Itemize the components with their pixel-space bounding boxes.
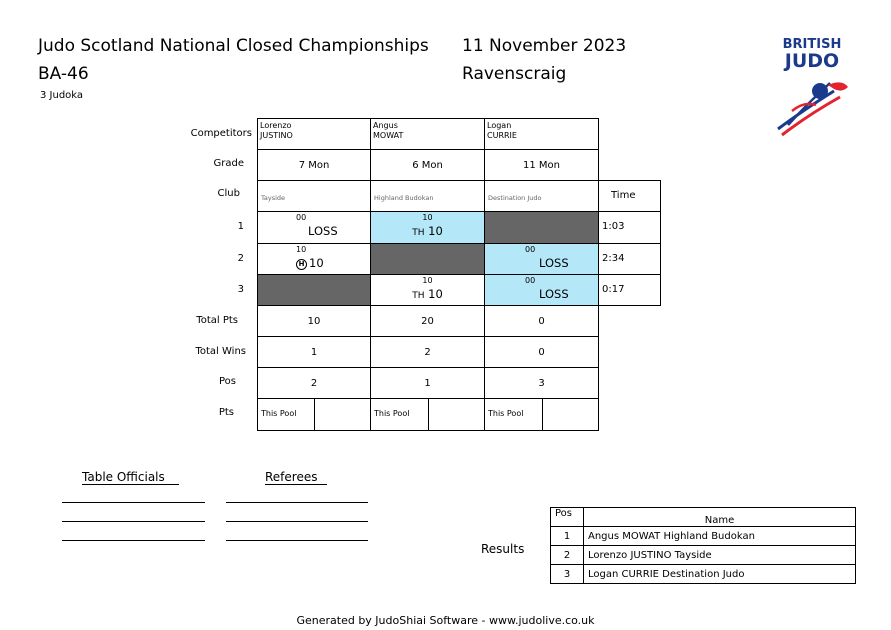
time-header: Time: [598, 180, 661, 212]
results-row-1-name: Angus MOWAT Highland Budokan: [584, 527, 856, 546]
results-header-name: Name: [584, 508, 856, 527]
judoka-count: 3 Judoka: [40, 90, 84, 101]
pos-1: 2: [257, 367, 371, 399]
results-row-3-pos: 3: [551, 565, 584, 584]
total-pts-1: 10: [257, 305, 371, 337]
referee-signature-line-2: [226, 521, 368, 522]
pool-pts-3: [542, 398, 599, 431]
match-r2-c1-score-top: 10: [296, 245, 307, 254]
competitor-2-last-name: MOWAT: [373, 131, 404, 140]
competitor-1-last-name: JUSTINO: [260, 131, 293, 140]
label-grade: Grade: [213, 158, 244, 169]
match-r3-c2-result: 10: [428, 287, 443, 301]
competitor-3-cell: [484, 118, 599, 150]
match-r1-c1-result: LOSS: [308, 224, 338, 238]
time-match-3: 0:17: [598, 274, 661, 306]
match-r2-c1: [257, 243, 371, 275]
results-row: [551, 527, 856, 546]
event-title: Judo Scotland National Closed Championships: [38, 36, 429, 56]
pos-3: 3: [484, 367, 599, 399]
table-officials-heading: Table Officials: [82, 470, 179, 485]
match-r2-c1-result: 10: [309, 256, 324, 270]
match-r3-c3-result: LOSS: [539, 287, 569, 301]
results-header-pos: Pos: [551, 508, 584, 527]
results-row: [551, 565, 856, 584]
match-r3-c2-prefix: TH: [412, 291, 425, 301]
referees-heading: Referees: [265, 470, 327, 485]
competitor-3-first-name: Logan: [487, 121, 512, 130]
total-pts-3: 0: [484, 305, 599, 337]
total-pts-2: 20: [370, 305, 485, 337]
total-wins-1: 1: [257, 336, 371, 368]
results-row-1-pos: 1: [551, 527, 584, 546]
club-2: Highland Budokan: [370, 180, 485, 212]
official-signature-line-3: [62, 540, 205, 541]
match-r3-c2-score-top: 10: [422, 276, 433, 285]
match-r2-c2-blocked: [370, 243, 485, 275]
match-r1-c2-prefix: TH: [412, 228, 425, 238]
label-competitors: Competitors: [190, 128, 252, 139]
total-wins-3: 0: [484, 336, 599, 368]
label-match-3: 3: [237, 284, 244, 295]
judo-throw-figure-icon: [772, 71, 852, 141]
pool-pts-1: [314, 398, 371, 431]
competitor-1-first-name: Lorenzo: [260, 121, 292, 130]
match-r3-c3: [484, 274, 599, 306]
this-pool-3: This Pool: [484, 398, 543, 431]
results-row-2-pos: 2: [551, 546, 584, 565]
club-3: Destination Judo: [484, 180, 599, 212]
pos-2: 1: [370, 367, 485, 399]
results-row-3-name: Logan CURRIE Destination Judo: [584, 565, 856, 584]
label-club: Club: [217, 188, 240, 199]
time-match-1: 1:03: [598, 211, 661, 244]
label-pos: Pos: [218, 376, 236, 387]
logo-text-british: BRITISH: [782, 37, 842, 52]
match-r2-c3-result: LOSS: [539, 256, 569, 270]
results-table: [550, 507, 856, 584]
this-pool-2: This Pool: [370, 398, 429, 431]
official-signature-line-1: [62, 502, 205, 503]
grade-1: 7 Mon: [257, 149, 371, 181]
match-r1-c2-score-top: 10: [422, 213, 433, 222]
venue: Ravenscraig: [462, 64, 567, 84]
match-r1-c1: [257, 211, 371, 244]
grade-3: 11 Mon: [484, 149, 599, 181]
results-label: Results: [481, 542, 525, 556]
results-row-2-name: Lorenzo JUSTINO Tayside: [584, 546, 856, 565]
match-r3-c1-blocked: [257, 274, 371, 306]
official-signature-line-2: [62, 521, 205, 522]
label-total-pts: Total Pts: [196, 315, 238, 326]
match-r1-c1-score-top: 00: [296, 213, 307, 222]
pool-pts-2: [428, 398, 485, 431]
label-match-1: 1: [237, 221, 244, 232]
match-r3-c2: [370, 274, 485, 306]
match-r2-c3: [484, 243, 599, 275]
match-r1-c2-result: 10: [428, 224, 443, 238]
event-date: 11 November 2023: [462, 36, 627, 56]
competitor-3-last-name: CURRIE: [487, 131, 517, 140]
category-code: BA-46: [38, 64, 89, 84]
competitor-1-cell: [257, 118, 371, 150]
time-match-2: 2:34: [598, 243, 661, 275]
referee-signature-line-1: [226, 502, 368, 503]
label-match-2: 2: [237, 253, 244, 264]
grade-2: 6 Mon: [370, 149, 485, 181]
referee-signature-line-3: [226, 540, 368, 541]
logo-text-judo: JUDO: [784, 50, 840, 72]
label-total-wins: Total Wins: [195, 346, 246, 357]
results-row: [551, 546, 856, 565]
label-pts: Pts: [218, 407, 234, 418]
results-header-row: [551, 508, 856, 527]
match-r3-c3-score-top: 00: [525, 276, 536, 285]
competitor-2-cell: [370, 118, 485, 150]
match-r2-c3-score-top: 00: [525, 245, 536, 254]
footer-credit: Generated by JudoShiai Software - www.judolive.co.uk: [296, 614, 595, 627]
total-wins-2: 2: [370, 336, 485, 368]
match-r1-c3-blocked: [484, 211, 599, 244]
competitor-2-first-name: Angus: [373, 121, 398, 130]
hansoku-badge-icon: H: [296, 259, 307, 270]
match-r1-c2: [370, 211, 485, 244]
club-1: Tayside: [257, 180, 371, 212]
this-pool-1: This Pool: [257, 398, 315, 431]
british-judo-logo: [772, 38, 852, 144]
